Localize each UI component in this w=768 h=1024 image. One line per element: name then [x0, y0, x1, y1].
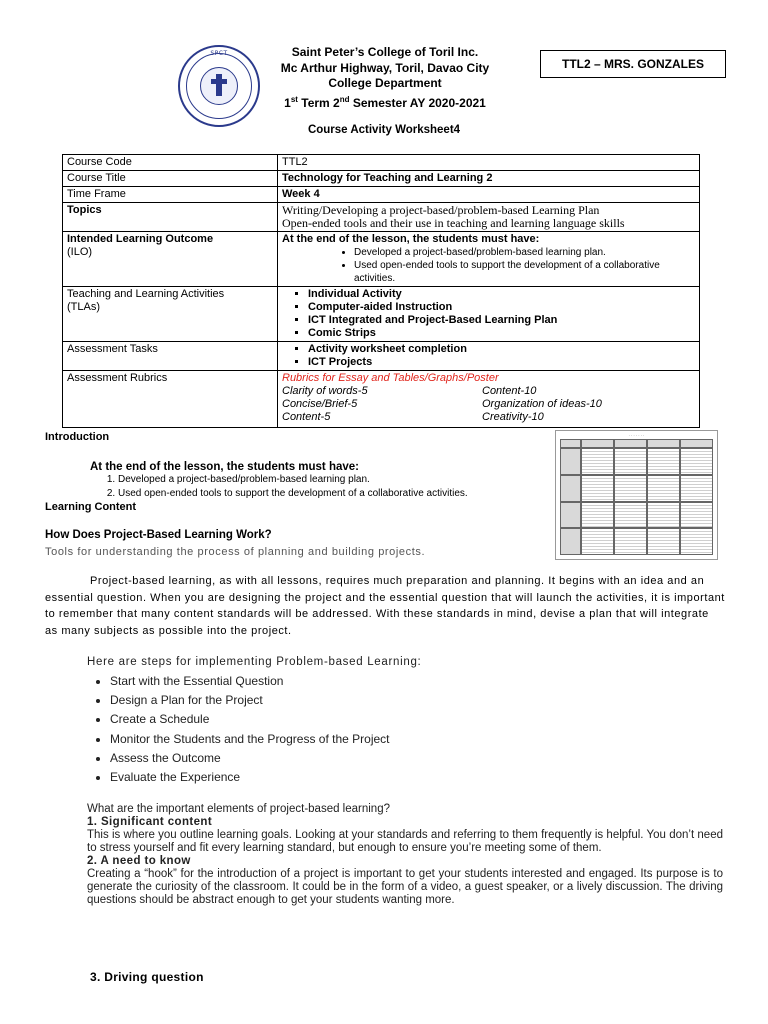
list-item: 1. Developed a project-based/problem-based learning plan.: [118, 473, 468, 487]
intro-list: [100, 473, 468, 501]
course-title-label: Course Title: [63, 171, 278, 187]
header-department: College Department: [328, 76, 442, 90]
course-info-table: [62, 154, 700, 428]
steps-heading: Here are steps for implementing Problem-based Learning:: [87, 656, 422, 668]
college-header: [240, 45, 530, 111]
table-row: [63, 155, 700, 171]
header-college-name: Saint Peter’s College of Toril Inc.: [291, 45, 479, 59]
tla-list: [282, 288, 695, 340]
table-row: [63, 187, 700, 203]
tasks-list: [282, 343, 695, 369]
list-item: • Create a Schedule: [110, 710, 390, 729]
list-item: • Assess the Outcome: [110, 749, 390, 768]
rubric-table-image: [555, 430, 718, 560]
header-term: 1st Term 2nd Semester AY 2020-2021: [284, 94, 486, 110]
list-item: • Monitor the Students and the Progress of the Project: [110, 730, 390, 749]
list-item: 2. Used open-ended tools to support the development of a collaborative activities.: [118, 487, 468, 501]
list-item: • Developed a project-based/problem-based learning plan.: [354, 246, 695, 259]
table-row: [63, 371, 700, 428]
tla-value: [278, 287, 700, 342]
element-3-title: 3. Driving question: [90, 970, 204, 984]
topic-item: Open-ended tools and their use in teaching and learning language skills: [282, 216, 625, 230]
pbl-heading: How Does Project-Based Learning Work?: [45, 529, 272, 541]
time-frame-label: Time Frame: [63, 187, 278, 203]
ilo-value: [278, 232, 700, 287]
list-item: ▪ Comic Strips: [308, 327, 695, 340]
introduction-heading: Introduction: [45, 431, 110, 443]
seal-cross-icon: [216, 74, 222, 96]
rubrics-value: [278, 371, 700, 428]
element-1-title: 1. Significant content: [87, 816, 213, 828]
topics-value: [278, 203, 700, 232]
list-item: • Used open-ended tools to support the development of a collaborative activities.: [354, 259, 695, 285]
course-code-value: TTL2: [278, 155, 700, 171]
seal-cross-bar: [211, 79, 227, 84]
course-code-label: Course Code: [63, 155, 278, 171]
worksheet-title: Course Activity Worksheet4: [307, 124, 461, 136]
rubric-row: Content-5 Creativity-10: [282, 411, 544, 423]
course-title-value: Technology for Teaching and Learning 2: [278, 171, 700, 187]
tasks-label: Assessment Tasks: [63, 342, 278, 371]
pbl-paragraph: Project-based learning, as with all lessons, requires much preparation and planning. It begins with an idea and an essential question. When you are designing the project and the essential question that will launch the activities, it is important to remember that many content standards will be addressed. With these standards in mind, devise a plan that will integrate as many subjects as possible into the project.: [45, 575, 725, 637]
list-item: ▪ ICT Projects: [308, 356, 695, 369]
table-row: [63, 342, 700, 371]
tla-label: Teaching and Learning Activities (TLAs): [63, 287, 278, 342]
learning-content-heading: Learning Content: [45, 501, 137, 513]
rubric-row: Clarity of words-5 Content-10: [282, 385, 537, 397]
rubric-image-grid: [560, 439, 713, 555]
tasks-value: [278, 342, 700, 371]
steps-list: [92, 672, 390, 787]
table-row: [63, 232, 700, 287]
ilo-label: Intended Learning Outcome (ILO): [63, 232, 278, 287]
list-item: • Design a Plan for the Project: [110, 691, 390, 710]
pbl-elements-section: [87, 803, 723, 907]
list-item: ▪ Activity worksheet completion: [308, 343, 695, 356]
element-1-text: This is where you outline learning goals. Looking at your standards and referring to them frequently is helpful. You don’t need to stress yourself and fit every learning standard, but enough to ensure you’re meeting some of them.: [87, 829, 723, 854]
time-frame-value: Week 4: [278, 187, 700, 203]
topic-item: Writing/Developing a project-based/problem-based Learning Plan: [282, 203, 600, 217]
list-item: • Evaluate the Experience: [110, 768, 390, 787]
list-item: ▪ Individual Activity: [308, 288, 695, 301]
list-item: ▪ Computer-aided Instruction: [308, 301, 695, 314]
intro-head: At the end of the lesson, the students must have:: [90, 461, 360, 473]
topics-label: Topics: [63, 203, 278, 232]
ilo-head: At the end of the lesson, the students must have:: [282, 233, 540, 245]
list-item: ▪ ICT Integrated and Project-Based Learning Plan: [308, 314, 695, 327]
table-row: [63, 287, 700, 342]
rubric-image-title: · · · · · · ·: [628, 433, 645, 438]
table-row: [63, 203, 700, 232]
header-address: Mc Arthur Highway, Toril, Davao City: [280, 60, 490, 75]
element-2-text: Creating a “hook” for the introduction of a project is important to get your students interested and engaged. Its purpose is to generate the curiosity of the classroom. It could be in the form of a video, a guest speaker, or a lively discussion. The driving questions should be abstract enough to get your students wanting more.: [87, 868, 723, 906]
rubrics-label: Assessment Rubrics: [63, 371, 278, 428]
element-2-title: 2. A need to know: [87, 855, 191, 867]
list-item: • Start with the Essential Question: [110, 672, 390, 691]
pbl-subheading: Tools for understanding the process of planning and building projects.: [45, 546, 426, 558]
rubric-row: Concise/Brief-5 Organization of ideas-10: [282, 398, 602, 410]
seal-text: SPCT: [210, 50, 228, 57]
rubrics-title: Rubrics for Essay and Tables/Graphs/Poster: [282, 372, 499, 384]
ilo-list: [282, 246, 695, 285]
elements-question: What are the important elements of project-based learning?: [87, 803, 390, 815]
table-row: [63, 171, 700, 187]
course-teacher-box: TTL2 – MRS. GONZALES: [540, 50, 726, 78]
